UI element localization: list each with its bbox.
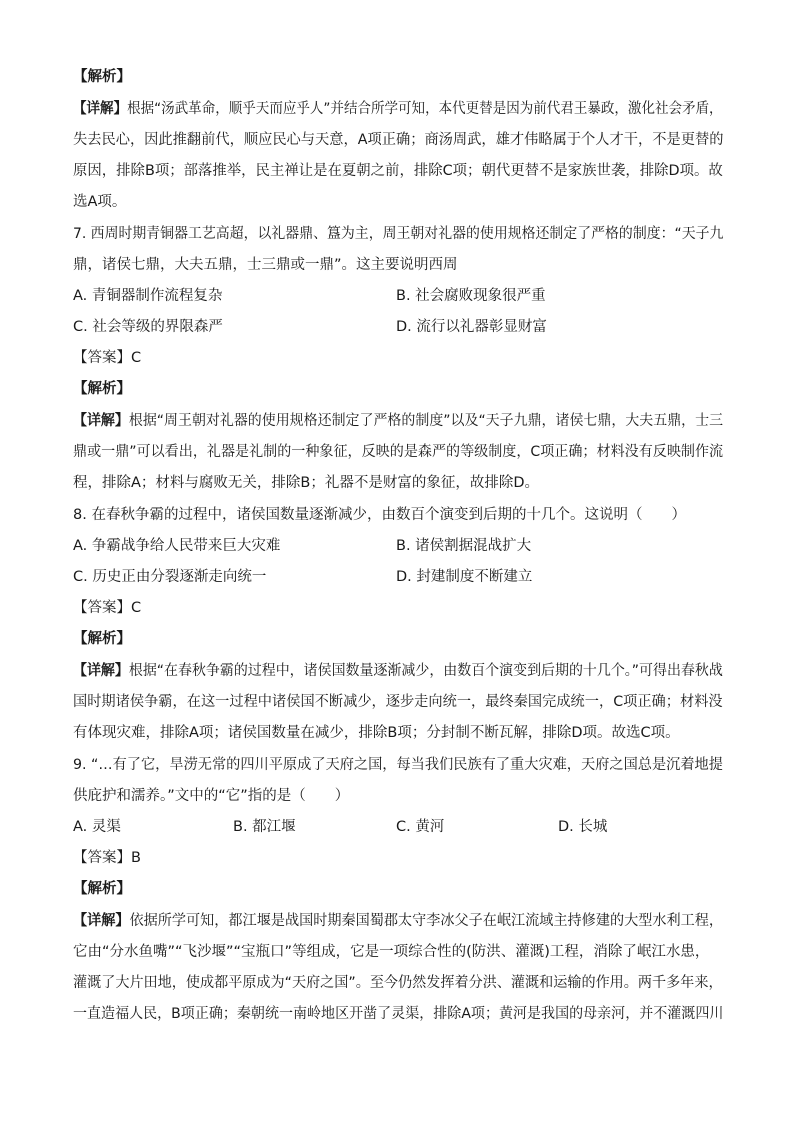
q7-detail-line-2: 鼎或一鼎”可以看出，礼器是礼制的一种象征，反映的是森严的等级制度，C项正确；材料没有反映制作流 (73, 444, 724, 460)
q7-stem-line-1: 7. 西周时期青铜器工艺高超，以礼器鼎、簋为主，周王朝对礼器的使用规格还制定了严格的制度：“天子九 (73, 226, 724, 242)
q8-option-d: D. 封建制度不断建立 (396, 569, 533, 585)
q7-option-a: A. 青铜器制作流程复杂 (73, 288, 223, 304)
q7-option-d: D. 流行以礼器彰显财富 (396, 319, 547, 335)
q8-xiangjie-tag: 【详解】 (73, 663, 129, 679)
q6-detail-line-1: 【详解】根据“汤武革命，顺乎天而应乎人”并结合所学可知，本代更替是因为前代君王暴政，激化社会矛盾， (73, 101, 723, 117)
q9-option-b: B. 都江堰 (233, 819, 296, 835)
q7-xiangjie-tag: 【详解】 (73, 413, 129, 429)
q8-detail-line-1: 【详解】根据“在春秋争霸的过程中，诸侯国数量逐渐减少，由数百个演变到后期的十几个。”可得出春秋战 (73, 663, 723, 679)
q9-detail-line-2: 它由“分水鱼嘴”“飞沙堰”“宝瓶口”等组成，它是一项综合性的(防洪、灌溉)工程，消除了岷江水患， (73, 944, 710, 960)
q7-detail-line-3: 程，排除A；材料与腐败无关，排除B；礼器不是财富的象征，故排除D。 (73, 475, 540, 491)
q7-answer: 【答案】C (73, 350, 142, 366)
q8-detail-line-2: 国时期诸侯争霸，在这一过程中诸侯国不断减少，逐步走向统一，最终秦国完成统一，C项正确；材料没 (73, 694, 723, 710)
q7-option-b: B. 社会腐败现象很严重 (396, 288, 546, 304)
q9-option-a: A. 灵渠 (73, 819, 121, 835)
q8-jiexi-heading: 【解析】 (73, 631, 131, 647)
q7-option-c: C. 社会等级的界限森严 (73, 319, 223, 335)
q9-detail-line-4: 一直造福人民，B项正确；秦朝统一南岭地区开凿了灵渠，排除A项；黄河是我国的母亲河，并不灌溉四川 (73, 1006, 724, 1022)
q9-jiexi-heading: 【解析】 (73, 881, 131, 897)
q6-detail-line-3: 原因，排除B项；部落推举，民主禅让是在夏朝之前，排除C项；朝代更替不是家族世袭，排除D项。故 (73, 163, 723, 179)
q9-stem-line-2: 供庇护和濡养。”文中的“它”指的是（ ） (73, 788, 350, 804)
q9-option-d: D. 长城 (558, 819, 608, 835)
q6-xiangjie-tag: 【详解】 (73, 101, 128, 117)
q7-jiexi-heading: 【解析】 (73, 381, 131, 397)
q8-detail-line-3: 有体现灾难，排除A项；诸侯国数量在减少，排除B项；分封制不断瓦解，排除D项。故选C项。 (73, 725, 680, 741)
q9-answer: 【答案】B (73, 850, 141, 866)
q8-option-c: C. 历史正由分裂逐渐走向统一 (73, 569, 267, 585)
q8-option-a: A. 争霸战争给人民带来巨大灾难 (73, 538, 281, 554)
q9-stem-line-1: 9. “…有了它，旱涝无常的四川平原成了天府之国，每当我们民族有了重大灾难，天府之国总是沉着地提 (73, 757, 723, 773)
q8-answer: 【答案】C (73, 600, 142, 616)
q6-detail-line-4: 选A项。 (73, 194, 127, 210)
q6-detail-line-2: 失去民心，因此推翻前代，顺应民心与天意，A项正确；商汤周武，雄才伟略属于个人才干，不是更替的 (73, 132, 724, 148)
q8-stem: 8. 在春秋争霸的过程中，诸侯国数量逐渐减少，由数百个演变到后期的十几个。这说明（ ） (73, 507, 686, 523)
q7-stem-line-2: 鼎，诸侯七鼎，大夫五鼎，士三鼎或一鼎”。这主要说明西周 (73, 257, 458, 273)
q6-jiexi-heading: 【解析】 (73, 69, 131, 85)
q9-detail-line-1: 【详解】依据所学可知，都江堰是战国时期秦国蜀郡太守李冰父子在岷江流域主持修建的大型水利工程， (73, 913, 723, 929)
q8-option-b: B. 诸侯割据混战扩大 (396, 538, 532, 554)
q9-detail-line-3: 灌溉了大片田地，使成都平原成为“天府之国”。至今仍然发挥着分洪、灌溉和运输的作用。两千多年来， (73, 975, 723, 991)
q9-option-c: C. 黄河 (396, 819, 445, 835)
q9-xiangjie-tag: 【详解】 (73, 913, 130, 929)
q7-detail-line-1: 【详解】根据“周王朝对礼器的使用规格还制定了严格的制度”以及“天子九鼎，诸侯七鼎，大夫五鼎，士三 (73, 413, 724, 429)
